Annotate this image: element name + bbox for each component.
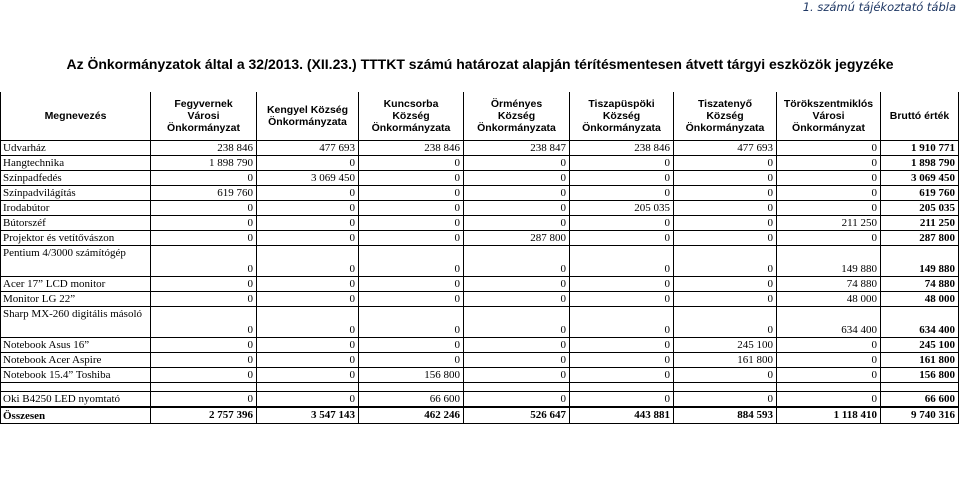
- municipality-value: 0: [257, 216, 359, 231]
- municipality-value: 0: [674, 307, 777, 338]
- municipality-value: 0: [674, 277, 777, 292]
- gross-value: 1 910 771: [881, 141, 959, 156]
- municipality-value: 0: [464, 216, 570, 231]
- municipality-value: 0: [674, 246, 777, 277]
- municipality-value: 211 250: [777, 216, 881, 231]
- municipality-value: 0: [464, 246, 570, 277]
- item-name: Notebook Acer Aspire: [1, 353, 151, 368]
- municipality-value: 0: [777, 338, 881, 353]
- municipality-value: 0: [777, 231, 881, 246]
- municipality-value: 1 898 790: [151, 156, 257, 171]
- gross-value: 287 800: [881, 231, 959, 246]
- municipality-value: 0: [151, 171, 257, 186]
- municipality-value: 149 880: [777, 246, 881, 277]
- municipality-value: 477 693: [257, 141, 359, 156]
- municipality-value: 238 846: [570, 141, 674, 156]
- column-header-municipality: [674, 92, 777, 141]
- spacer-cell: [777, 383, 881, 392]
- municipality-value: 161 800: [674, 353, 777, 368]
- municipality-value: 238 846: [151, 141, 257, 156]
- municipality-value: 0: [570, 307, 674, 338]
- municipality-value: 0: [151, 246, 257, 277]
- header-line: Önkormányzata: [685, 122, 765, 134]
- table-row: [1, 171, 959, 186]
- municipality-value: 0: [151, 292, 257, 307]
- spacer-cell: [1, 383, 151, 392]
- municipality-value: 0: [777, 171, 881, 186]
- municipality-value: 0: [464, 186, 570, 201]
- municipality-value: 0: [464, 307, 570, 338]
- gross-value: 156 800: [881, 368, 959, 383]
- table-row: [1, 368, 959, 383]
- municipality-value: 0: [359, 171, 464, 186]
- municipality-value: 0: [674, 171, 777, 186]
- header-line: Megnevezés: [44, 110, 107, 122]
- header-row: [1, 92, 959, 141]
- table-row: [1, 141, 959, 156]
- municipality-value: 0: [777, 141, 881, 156]
- municipality-value: 0: [151, 338, 257, 353]
- item-name: Irodabútor: [1, 201, 151, 216]
- municipality-value: 0: [359, 246, 464, 277]
- municipality-value: 0: [464, 201, 570, 216]
- municipality-value: 1 118 410: [777, 407, 881, 424]
- municipality-value: 0: [570, 368, 674, 383]
- item-name: Színpadfedés: [1, 171, 151, 186]
- municipality-value: 477 693: [674, 141, 777, 156]
- municipality-value: 0: [151, 368, 257, 383]
- municipality-value: 0: [359, 292, 464, 307]
- municipality-value: 0: [674, 186, 777, 201]
- municipality-value: 0: [464, 171, 570, 186]
- municipality-value: 0: [570, 338, 674, 353]
- header-line: Község: [392, 110, 430, 122]
- header-line: Örményes: [490, 98, 543, 110]
- municipality-value: 0: [257, 231, 359, 246]
- header-line: Kuncsorba: [383, 98, 439, 110]
- table-row: [1, 353, 959, 368]
- gross-value: 619 760: [881, 186, 959, 201]
- spacer-cell: [359, 383, 464, 392]
- municipality-value: 0: [257, 246, 359, 277]
- municipality-value: 884 593: [674, 407, 777, 424]
- spacer-row: [1, 383, 959, 392]
- municipality-value: 0: [151, 392, 257, 408]
- municipality-value: 0: [777, 353, 881, 368]
- municipality-value: 0: [464, 338, 570, 353]
- asset-table: [0, 92, 959, 424]
- total-row: [1, 407, 959, 424]
- municipality-value: 0: [570, 277, 674, 292]
- municipality-value: 619 760: [151, 186, 257, 201]
- header-line: Városi: [187, 110, 220, 122]
- spacer-cell: [570, 383, 674, 392]
- municipality-value: 0: [777, 201, 881, 216]
- gross-value: 211 250: [881, 216, 959, 231]
- gross-value: 3 069 450: [881, 171, 959, 186]
- municipality-value: 0: [151, 353, 257, 368]
- table-row: [1, 277, 959, 292]
- table-row: [1, 338, 959, 353]
- header-line: Önkormányzata: [268, 116, 347, 128]
- header-line: Önkormányzata: [371, 122, 451, 134]
- table-row: [1, 231, 959, 246]
- municipality-value: 0: [570, 186, 674, 201]
- municipality-value: 0: [257, 186, 359, 201]
- item-name: Notebook 15.4” Toshiba: [1, 368, 151, 383]
- item-name: Monitor LG 22”: [1, 292, 151, 307]
- municipality-value: 0: [257, 292, 359, 307]
- header-line: Fegyvernek: [174, 98, 233, 110]
- municipality-value: 0: [570, 353, 674, 368]
- municipality-value: 3 547 143: [257, 407, 359, 424]
- column-header-municipality: [777, 92, 881, 141]
- header-line: Tiszapüspöki: [588, 98, 655, 110]
- municipality-value: 0: [570, 392, 674, 408]
- municipality-value: 0: [257, 156, 359, 171]
- item-name: Oki B4250 LED nyomtató: [1, 392, 151, 408]
- gross-value: 48 000: [881, 292, 959, 307]
- municipality-value: 0: [570, 156, 674, 171]
- municipality-value: 0: [151, 216, 257, 231]
- municipality-value: 0: [777, 186, 881, 201]
- municipality-value: 238 847: [464, 141, 570, 156]
- municipality-value: 0: [151, 307, 257, 338]
- column-header-municipality: [570, 92, 674, 141]
- municipality-value: 0: [359, 216, 464, 231]
- municipality-value: 0: [257, 201, 359, 216]
- table-row: [1, 216, 959, 231]
- municipality-value: 0: [674, 292, 777, 307]
- item-name: Pentium 4/3000 számítógép: [1, 246, 151, 277]
- municipality-value: 48 000: [777, 292, 881, 307]
- municipality-value: 0: [674, 156, 777, 171]
- municipality-value: 0: [674, 392, 777, 408]
- municipality-value: 0: [570, 231, 674, 246]
- municipality-value: 0: [674, 231, 777, 246]
- municipality-value: 443 881: [570, 407, 674, 424]
- municipality-value: 156 800: [359, 368, 464, 383]
- municipality-value: 0: [359, 231, 464, 246]
- item-name: Sharp MX-260 digitális másoló: [1, 307, 151, 338]
- spacer-cell: [464, 383, 570, 392]
- gross-value: 205 035: [881, 201, 959, 216]
- municipality-value: 0: [151, 201, 257, 216]
- municipality-value: 245 100: [674, 338, 777, 353]
- municipality-value: 0: [257, 368, 359, 383]
- item-name: Projektor és vetítővászon: [1, 231, 151, 246]
- municipality-value: 0: [777, 392, 881, 408]
- municipality-value: 0: [570, 246, 674, 277]
- municipality-value: 526 647: [464, 407, 570, 424]
- header-line: Önkormányzat: [792, 122, 865, 134]
- municipality-value: 3 069 450: [257, 171, 359, 186]
- table-row: [1, 292, 959, 307]
- column-header-name: [1, 92, 151, 141]
- table-row: [1, 392, 959, 408]
- municipality-value: 634 400: [777, 307, 881, 338]
- municipality-value: 0: [257, 307, 359, 338]
- gross-value: 634 400: [881, 307, 959, 338]
- table-row: [1, 246, 959, 277]
- header-line: Község: [497, 110, 536, 122]
- column-header-gross: [881, 92, 959, 141]
- header-line: Önkormányzata: [582, 122, 661, 134]
- municipality-value: 287 800: [464, 231, 570, 246]
- item-name: Színpadvilágítás: [1, 186, 151, 201]
- gross-value: 66 600: [881, 392, 959, 408]
- header-line: Kengyel Község: [266, 104, 349, 116]
- header-line: Önkormányzata: [477, 122, 556, 134]
- municipality-value: 238 846: [359, 141, 464, 156]
- municipality-value: 0: [464, 156, 570, 171]
- spacer-cell: [881, 383, 959, 392]
- column-header-municipality: [151, 92, 257, 141]
- municipality-value: 0: [359, 338, 464, 353]
- gross-value: 245 100: [881, 338, 959, 353]
- annex-label: 1. számú tájékoztató tábla: [802, 0, 956, 14]
- item-name: Acer 17” LCD monitor: [1, 277, 151, 292]
- spacer-cell: [257, 383, 359, 392]
- municipality-value: 2 757 396: [151, 407, 257, 424]
- municipality-value: 0: [464, 392, 570, 408]
- municipality-value: 0: [464, 353, 570, 368]
- municipality-value: 74 880: [777, 277, 881, 292]
- spacer-cell: [151, 383, 257, 392]
- municipality-value: 0: [257, 392, 359, 408]
- municipality-value: 0: [359, 307, 464, 338]
- item-name: Összesen: [1, 407, 151, 424]
- column-header-municipality: [359, 92, 464, 141]
- municipality-value: 0: [674, 368, 777, 383]
- table-row: [1, 307, 959, 338]
- table-row: [1, 201, 959, 216]
- header-line: Bruttó érték: [889, 110, 950, 122]
- gross-value: 149 880: [881, 246, 959, 277]
- item-name: Udvarház: [1, 141, 151, 156]
- item-name: Bútorszéf: [1, 216, 151, 231]
- municipality-value: 0: [674, 216, 777, 231]
- municipality-value: 0: [674, 201, 777, 216]
- table-row: [1, 156, 959, 171]
- municipality-value: 0: [464, 292, 570, 307]
- municipality-value: 0: [359, 353, 464, 368]
- document-title: Az Önkormányzatok által a 32/2013. (XII.23.) TTTKT számú határozat alapján térítésmentesen átvett tárgyi eszközök jegyzéke: [66, 56, 894, 72]
- municipality-value: 0: [359, 201, 464, 216]
- municipality-value: 0: [257, 338, 359, 353]
- municipality-value: 0: [257, 353, 359, 368]
- spacer-cell: [674, 383, 777, 392]
- municipality-value: 0: [151, 277, 257, 292]
- municipality-value: 0: [359, 186, 464, 201]
- municipality-value: 205 035: [570, 201, 674, 216]
- municipality-value: 66 600: [359, 392, 464, 408]
- table-row: [1, 186, 959, 201]
- header-line: Önkormányzat: [167, 122, 240, 134]
- column-header-municipality: [257, 92, 359, 141]
- municipality-value: 0: [464, 368, 570, 383]
- header-line: Község: [706, 110, 744, 122]
- gross-value: 9 740 316: [881, 407, 959, 424]
- header-line: Tiszatenyő: [697, 98, 753, 110]
- header-line: Városi: [812, 110, 845, 122]
- municipality-value: 0: [777, 368, 881, 383]
- municipality-value: 0: [570, 216, 674, 231]
- gross-value: 1 898 790: [881, 156, 959, 171]
- municipality-value: 462 246: [359, 407, 464, 424]
- municipality-value: 0: [257, 277, 359, 292]
- gross-value: 74 880: [881, 277, 959, 292]
- municipality-value: 0: [570, 292, 674, 307]
- header-line: Község: [602, 110, 641, 122]
- municipality-value: 0: [151, 231, 257, 246]
- municipality-value: 0: [777, 156, 881, 171]
- municipality-value: 0: [359, 156, 464, 171]
- item-name: Notebook Asus 16”: [1, 338, 151, 353]
- gross-value: 161 800: [881, 353, 959, 368]
- municipality-value: 0: [570, 171, 674, 186]
- municipality-value: 0: [359, 277, 464, 292]
- header-line: Törökszentmiklós: [783, 98, 874, 110]
- municipality-value: 0: [464, 277, 570, 292]
- item-name: Hangtechnika: [1, 156, 151, 171]
- column-header-municipality: [464, 92, 570, 141]
